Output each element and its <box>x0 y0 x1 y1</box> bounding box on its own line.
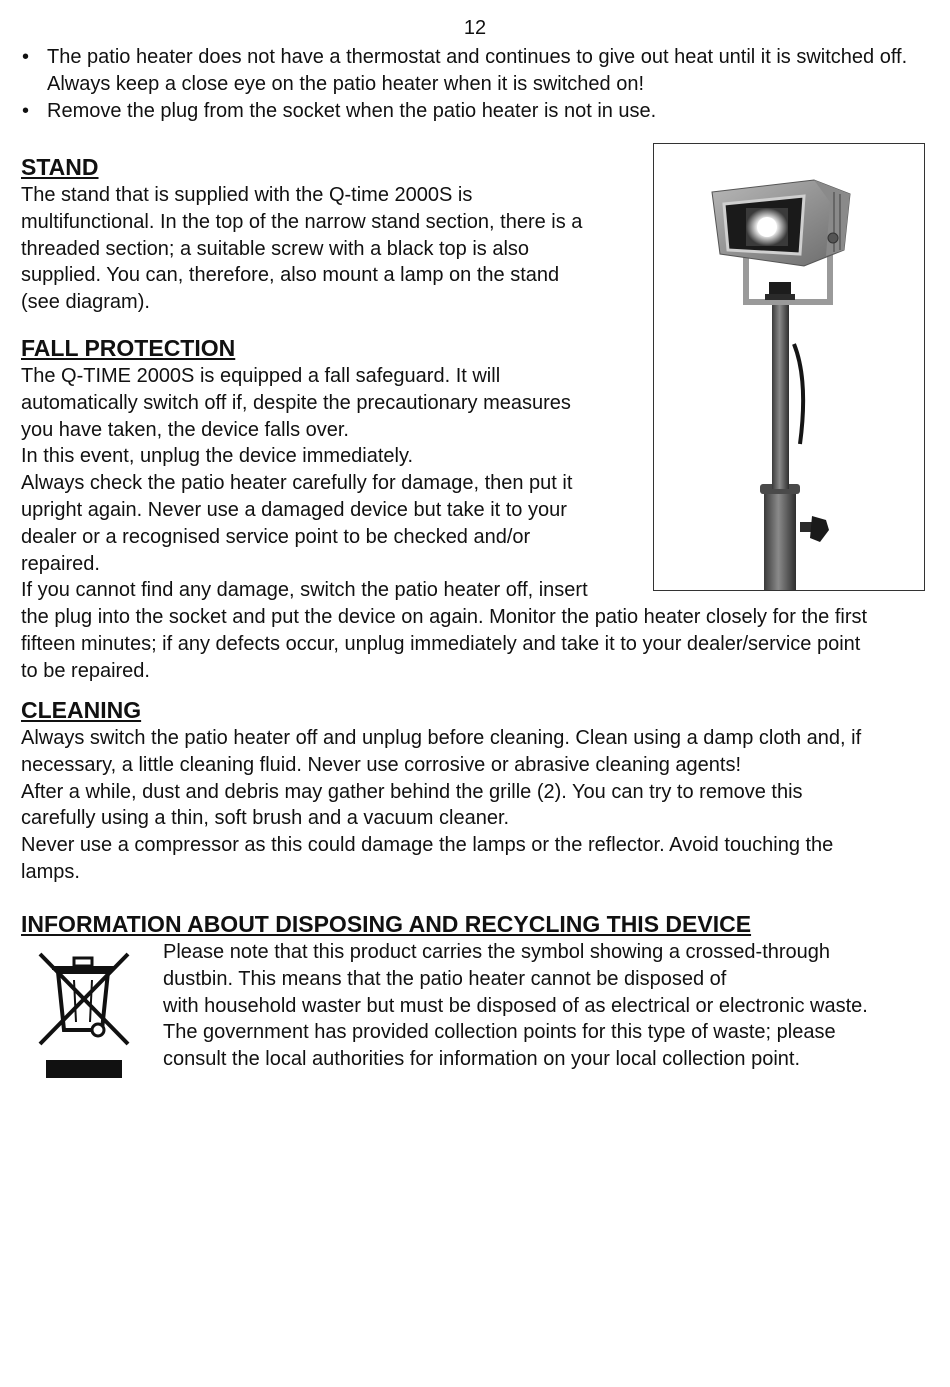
text-line: necessary, a little cleaning fluid. Never use corrosive or abrasive cleaning agents! <box>21 753 741 776</box>
text-line: fifteen minutes; if any defects occur, unplug immediately and take it to your dealer/service point <box>21 632 861 655</box>
text-line: multifunctional. In the top of the narrow stand section, there is a <box>21 210 583 233</box>
crossed-dustbin-icon <box>34 944 134 1084</box>
text-line: In this event, unplug the device immediately. <box>21 445 414 468</box>
text-line: Always switch the patio heater off and unplug before cleaning. Clean using a damp cloth and, if <box>21 727 862 749</box>
fall-protection-text <box>21 363 936 685</box>
text-line: upright again. Never use a damaged device but take it to your <box>21 498 567 521</box>
text-line: dealer or a recognised service point to be checked and/or <box>21 525 531 548</box>
disposal-heading: INFORMATION ABOUT DISPOSING AND RECYCLING THIS DEVICE <box>21 911 752 937</box>
text-line: Always check the patio heater carefully for damage, then put it <box>21 472 573 495</box>
page-number: 12 <box>463 17 487 39</box>
text-line: Please note that this product carries the symbol showing a crossed-through <box>163 941 831 963</box>
text-line: The stand that is supplied with the Q-time 2000S is <box>21 184 473 206</box>
text-line: threaded section; a suitable screw with a black top is also <box>21 237 530 260</box>
text-line: lamps. <box>21 860 80 883</box>
cleaning-heading: CLEANING <box>21 697 142 723</box>
stand-heading: STAND <box>21 154 99 180</box>
text-line: the plug into the socket and put the device on again. Monitor the patio heater closely for the first <box>21 606 868 629</box>
disposal-text <box>163 939 943 1073</box>
fall-protection-heading: FALL PROTECTION <box>21 335 236 361</box>
text-line: to be repaired. <box>21 659 150 682</box>
text-line: consult the local authorities for information on your local collection point. <box>163 1048 801 1071</box>
text-line: The government has provided collection points for this type of waste; please <box>163 1021 836 1044</box>
text-line: supplied. You can, therefore, also mount a lamp on the stand <box>21 264 560 287</box>
text-line: The Q-TIME 2000S is equipped a fall safeguard. It will <box>21 365 501 387</box>
text-line: you have taken, the device falls over. <box>21 418 349 441</box>
text-line: Never use a compressor as this could damage the lamps or the reflector. Avoid touching the <box>21 834 834 857</box>
text-line: dustbin. This means that the patio heater cannot be disposed of <box>163 967 727 990</box>
bullet-item: • Remove the plug from the socket when the patio heater is not in use. <box>20 98 930 125</box>
stand-text <box>21 182 641 316</box>
bullet-list <box>20 44 930 125</box>
cleaning-text <box>21 725 936 886</box>
text-line: (see diagram). <box>21 291 150 314</box>
text-line: After a while, dust and debris may gather behind the grille (2). You can try to remove this <box>21 780 803 803</box>
text-line: repaired. <box>21 552 100 575</box>
text-line: with household waster but must be disposed of as electrical or electronic waste. <box>163 994 868 1017</box>
bullet-item: • The patio heater does not have a thermostat and continues to give out heat until it is switched off. Always keep a close eye on the patio heater when it is switched on! <box>20 44 930 98</box>
text-line: carefully using a thin, soft brush and a vacuum cleaner. <box>21 807 510 830</box>
text-line: automatically switch off if, despite the precautionary measures <box>21 391 571 414</box>
text-line: If you cannot find any damage, switch the patio heater off, insert <box>21 579 588 602</box>
